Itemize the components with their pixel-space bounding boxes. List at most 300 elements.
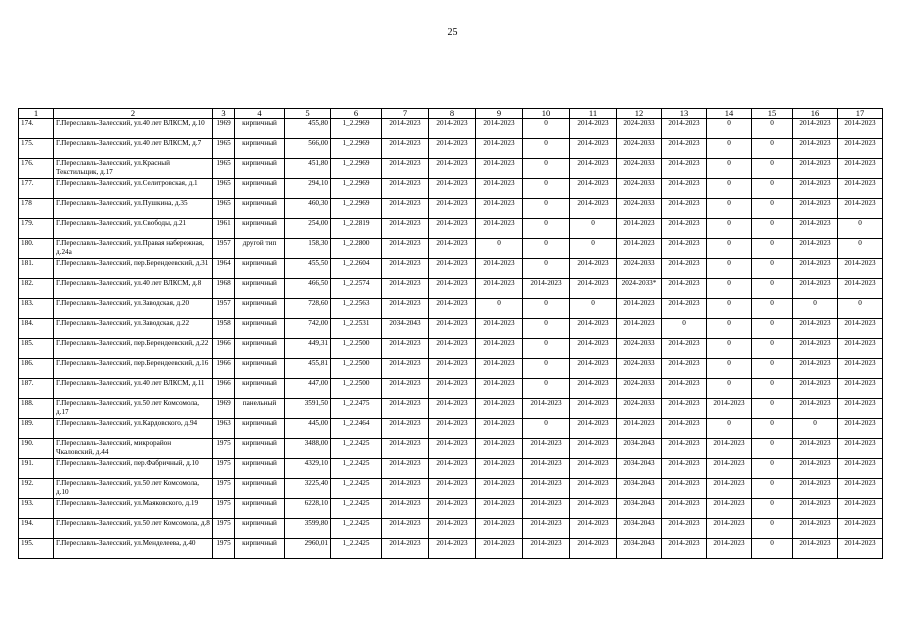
table-row xyxy=(19,339,883,359)
table-cell: 1965 xyxy=(213,179,235,199)
table-cell: 2014-2023 xyxy=(570,459,617,479)
table-cell: 1_2.2969 xyxy=(331,139,382,159)
table-cell: 2014-2023 xyxy=(662,119,707,139)
row-number-cell: 194. xyxy=(19,519,54,539)
housing-table xyxy=(18,108,883,559)
table-cell: 2014-2023 xyxy=(570,499,617,519)
table-cell: 445,00 xyxy=(285,419,331,439)
table-cell: 2014-2023 xyxy=(570,319,617,339)
address-cell: Г.Переславль-Залесский, пер.Берендеевский, д.22 xyxy=(54,339,213,359)
table-cell: 2014-2023 xyxy=(793,239,838,259)
table-cell: кирпичный xyxy=(235,339,285,359)
column-header: 15 xyxy=(752,109,793,119)
table-cell: 3225,40 xyxy=(285,479,331,499)
table-cell: 1_2.2425 xyxy=(331,479,382,499)
table-cell: 1969 xyxy=(213,119,235,139)
table-cell: 1_2.2819 xyxy=(331,219,382,239)
table-cell: 2014-2023 xyxy=(476,179,523,199)
table-cell: 2014-2023 xyxy=(476,399,523,419)
table-cell: 2014-2023 xyxy=(662,259,707,279)
table-cell: 2034-2043 xyxy=(382,319,429,339)
table-cell: 1_2.2425 xyxy=(331,539,382,559)
table-cell: 2014-2023 xyxy=(570,479,617,499)
table-cell: 3591,50 xyxy=(285,399,331,419)
table-cell: 2014-2023 xyxy=(838,419,883,439)
table-cell: 2014-2023 xyxy=(476,379,523,399)
table-cell: 2014-2023 xyxy=(429,139,476,159)
table-cell: 2014-2023 xyxy=(793,479,838,499)
address-cell: Г.Переславль-Залесский, ул.Менделеева, д.40 xyxy=(54,539,213,559)
table-cell: кирпичный xyxy=(235,139,285,159)
table-cell: 2014-2023 xyxy=(793,439,838,459)
table-cell: 2014-2023 xyxy=(793,139,838,159)
table-cell: 2024-2033 xyxy=(617,119,662,139)
table-cell: 0 xyxy=(752,379,793,399)
table-cell: 0 xyxy=(707,259,752,279)
table-cell: 0 xyxy=(752,179,793,199)
table-cell: 449,31 xyxy=(285,339,331,359)
table-cell: 2014-2023 xyxy=(838,379,883,399)
table-cell: 2014-2023 xyxy=(382,359,429,379)
table-cell: 2034-2043 xyxy=(617,459,662,479)
table-cell: 1975 xyxy=(213,479,235,499)
table-cell: 0 xyxy=(838,219,883,239)
table-cell: 1966 xyxy=(213,339,235,359)
table-cell: 2014-2023 xyxy=(793,539,838,559)
table-cell: 2014-2023 xyxy=(662,139,707,159)
table-cell: 2014-2023 xyxy=(793,179,838,199)
table-cell: 1975 xyxy=(213,539,235,559)
row-number-cell: 180. xyxy=(19,239,54,259)
table-row xyxy=(19,459,883,479)
table-cell: 2014-2023 xyxy=(570,539,617,559)
table-cell: 0 xyxy=(523,219,570,239)
table-cell: 2014-2023 xyxy=(382,179,429,199)
table-cell: кирпичный xyxy=(235,279,285,299)
table-cell: 0 xyxy=(707,379,752,399)
table-cell: 2014-2023 xyxy=(793,319,838,339)
table-cell: 2014-2023 xyxy=(707,479,752,499)
table-cell: 1957 xyxy=(213,239,235,259)
table-cell: 2014-2023 xyxy=(523,459,570,479)
row-number-cell: 178 xyxy=(19,199,54,219)
address-cell: Г.Переславль-Залесский, ул.Кардовского, д.94 xyxy=(54,419,213,439)
table-cell: 3599,80 xyxy=(285,519,331,539)
table-cell: 6228,10 xyxy=(285,499,331,519)
table-cell: 0 xyxy=(523,299,570,319)
table-cell: 2014-2023 xyxy=(429,339,476,359)
address-cell: Г.Переславль-Залесский, пер.Берендеевский, д.31 xyxy=(54,259,213,279)
table-cell: 1975 xyxy=(213,439,235,459)
table-cell: 2014-2023 xyxy=(429,259,476,279)
table-cell: 460,30 xyxy=(285,199,331,219)
column-header: 2 xyxy=(54,109,213,119)
table-cell: 2014-2023 xyxy=(476,139,523,159)
table-cell: 1963 xyxy=(213,419,235,439)
table-row xyxy=(19,199,883,219)
address-cell: Г.Переславль-Залесский, ул.40 лет ВЛКСМ, д.8 xyxy=(54,279,213,299)
table-cell: 2014-2023 xyxy=(838,159,883,179)
address-cell: Г.Переславль-Залесский, ул.40 лет ВЛКСМ, д.11 xyxy=(54,379,213,399)
table-cell: 2014-2023 xyxy=(476,359,523,379)
table-cell: 4329,10 xyxy=(285,459,331,479)
table-cell: 2024-2033 xyxy=(617,179,662,199)
table-cell: 1975 xyxy=(213,459,235,479)
table-cell: 455,50 xyxy=(285,259,331,279)
column-header: 7 xyxy=(382,109,429,119)
table-cell: 455,81 xyxy=(285,359,331,379)
table-cell: 2014-2023 xyxy=(793,379,838,399)
table-cell: 2014-2023 xyxy=(662,539,707,559)
column-header: 13 xyxy=(662,109,707,119)
table-cell: 0 xyxy=(752,279,793,299)
table-cell: 2014-2023 xyxy=(570,339,617,359)
column-header: 16 xyxy=(793,109,838,119)
row-number-cell: 191. xyxy=(19,459,54,479)
table-cell: 1966 xyxy=(213,359,235,379)
table-row xyxy=(19,379,883,399)
table-cell: 1_2.2969 xyxy=(331,159,382,179)
table-cell: 0 xyxy=(707,359,752,379)
table-cell: 2014-2023 xyxy=(793,359,838,379)
table-cell: 0 xyxy=(523,159,570,179)
table-cell: 2960,01 xyxy=(285,539,331,559)
row-number-cell: 182. xyxy=(19,279,54,299)
table-cell: 2014-2023 xyxy=(793,279,838,299)
table-cell: кирпичный xyxy=(235,219,285,239)
table-cell: 2014-2023 xyxy=(523,499,570,519)
table-cell: 1_2.2500 xyxy=(331,339,382,359)
table-cell: 1975 xyxy=(213,499,235,519)
table-cell: 0 xyxy=(523,179,570,199)
table-row xyxy=(19,399,883,419)
table-cell: 1_2.2604 xyxy=(331,259,382,279)
column-header: 6 xyxy=(331,109,382,119)
table-cell: 0 xyxy=(838,299,883,319)
address-cell: Г.Переславль-Залесский, ул.Селитровская, д.1 xyxy=(54,179,213,199)
row-number-cell: 195. xyxy=(19,539,54,559)
table-cell: 0 xyxy=(838,239,883,259)
table-cell: 2014-2023 xyxy=(570,119,617,139)
table-cell: 2014-2023 xyxy=(662,339,707,359)
table-row xyxy=(19,159,883,179)
table-cell: 0 xyxy=(752,519,793,539)
table-row xyxy=(19,139,883,159)
table-cell: 2014-2023 xyxy=(429,479,476,499)
table-cell: 2014-2023 xyxy=(662,499,707,519)
table-cell: 1965 xyxy=(213,139,235,159)
table-cell: 0 xyxy=(752,319,793,339)
table-cell: 1_2.2464 xyxy=(331,419,382,439)
table-cell: 2014-2023 xyxy=(838,279,883,299)
table-cell: 1_2.2969 xyxy=(331,119,382,139)
table-cell: 0 xyxy=(752,499,793,519)
table-cell: кирпичный xyxy=(235,519,285,539)
table-cell: 2014-2023 xyxy=(570,179,617,199)
table-row xyxy=(19,259,883,279)
table-cell: 0 xyxy=(707,339,752,359)
address-cell: Г.Переславль-Залесский, пер.Берендеевский, д.16 xyxy=(54,359,213,379)
table-row xyxy=(19,359,883,379)
table-cell: кирпичный xyxy=(235,419,285,439)
table-cell: 2014-2023 xyxy=(570,379,617,399)
table-cell: 2014-2023 xyxy=(429,399,476,419)
table-cell: 2014-2023 xyxy=(662,159,707,179)
address-cell: Г.Переславль-Залесский, ул.Маяковского, д.19 xyxy=(54,499,213,519)
row-number-cell: 187. xyxy=(19,379,54,399)
table-cell: 1957 xyxy=(213,299,235,319)
table-cell: 2014-2023 xyxy=(429,359,476,379)
table-cell: 2014-2023 xyxy=(793,399,838,419)
table-cell: 0 xyxy=(523,419,570,439)
row-number-cell: 179. xyxy=(19,219,54,239)
table-cell: 0 xyxy=(752,119,793,139)
table-cell: 2014-2023 xyxy=(662,479,707,499)
table-cell: 0 xyxy=(707,219,752,239)
table-cell: 0 xyxy=(707,139,752,159)
table-cell: кирпичный xyxy=(235,479,285,499)
address-cell: Г.Переславль-Залесский, микрорайон Чкаловский, д.44 xyxy=(54,439,213,459)
table-cell: 0 xyxy=(523,359,570,379)
column-header: 17 xyxy=(838,109,883,119)
table-row xyxy=(19,299,883,319)
table-cell: 2014-2023 xyxy=(382,419,429,439)
table-cell: 2014-2023 xyxy=(662,279,707,299)
table-cell: 2014-2023 xyxy=(429,459,476,479)
row-number-cell: 181. xyxy=(19,259,54,279)
table-row xyxy=(19,319,883,339)
table-cell: 1968 xyxy=(213,279,235,299)
table-cell: 2014-2023 xyxy=(793,199,838,219)
column-header: 3 xyxy=(213,109,235,119)
table-row xyxy=(19,419,883,439)
table-cell: 0 xyxy=(707,239,752,259)
table-cell: 2024-2033 xyxy=(617,259,662,279)
table-cell: 0 xyxy=(752,339,793,359)
table-cell: 2014-2023 xyxy=(662,379,707,399)
table-cell: 2014-2023 xyxy=(793,119,838,139)
table-cell: 2024-2033 xyxy=(617,199,662,219)
table-cell: 2014-2023 xyxy=(570,359,617,379)
table-cell: 2014-2023 xyxy=(476,119,523,139)
table-cell: 2014-2023 xyxy=(617,299,662,319)
table-cell: 1_2.2425 xyxy=(331,439,382,459)
table-cell: 2014-2023 xyxy=(382,259,429,279)
table-cell: 2014-2023 xyxy=(382,199,429,219)
table-cell: 2014-2023 xyxy=(570,399,617,419)
table-cell: 2014-2023 xyxy=(382,299,429,319)
table-row xyxy=(19,439,883,459)
row-number-cell: 174. xyxy=(19,119,54,139)
column-header: 10 xyxy=(523,109,570,119)
page-number: 25 xyxy=(447,27,458,38)
table-cell: 2014-2023 xyxy=(662,439,707,459)
table-cell: 2014-2023 xyxy=(707,459,752,479)
table-cell: 2014-2023 xyxy=(476,259,523,279)
table-cell: 2034-2043 xyxy=(617,519,662,539)
table-cell: 0 xyxy=(707,159,752,179)
table-cell: 2014-2023 xyxy=(707,499,752,519)
header-row xyxy=(19,109,883,119)
table-cell: 1_2.2969 xyxy=(331,179,382,199)
table-cell: 2014-2023 xyxy=(382,159,429,179)
table-cell: 2014-2023 xyxy=(662,179,707,199)
table-cell: 0 xyxy=(570,219,617,239)
table-cell: 3488,00 xyxy=(285,439,331,459)
table-cell: 2034-2043 xyxy=(617,499,662,519)
table-cell: 2014-2023 xyxy=(838,359,883,379)
table-cell: 2014-2023 xyxy=(382,339,429,359)
table-cell: 2014-2023 xyxy=(523,539,570,559)
table-cell: 2014-2023 xyxy=(429,319,476,339)
table-cell: 2014-2023 xyxy=(476,539,523,559)
address-cell: Г.Переславль-Залесский, ул.Заводская, д.20 xyxy=(54,299,213,319)
table-row xyxy=(19,179,883,199)
column-header: 11 xyxy=(570,109,617,119)
table-cell: 2024-2033 xyxy=(617,359,662,379)
table-cell: 2014-2023 xyxy=(662,399,707,419)
table-cell: 2014-2023 xyxy=(429,279,476,299)
table-cell: 2014-2023 xyxy=(793,159,838,179)
table-cell: 2014-2023 xyxy=(838,499,883,519)
table-cell: 2014-2023 xyxy=(838,459,883,479)
table-cell: 2014-2023 xyxy=(476,319,523,339)
table-cell: 2014-2023 xyxy=(570,259,617,279)
table-cell: 0 xyxy=(570,239,617,259)
table-cell: 1975 xyxy=(213,519,235,539)
row-number-cell: 177. xyxy=(19,179,54,199)
table-cell: 447,00 xyxy=(285,379,331,399)
table-cell: 2024-2033 xyxy=(617,339,662,359)
table-cell: 2014-2023 xyxy=(476,419,523,439)
table-cell: 2014-2023 xyxy=(429,199,476,219)
table-cell: 2014-2023 xyxy=(662,299,707,319)
table-cell: 0 xyxy=(523,119,570,139)
table-cell: 2014-2023 xyxy=(382,539,429,559)
table-cell: 2014-2023 xyxy=(382,399,429,419)
address-cell: Г.Переславль-Залесский, ул.40 лет ВЛКСМ, д.7 xyxy=(54,139,213,159)
table-cell: 742,00 xyxy=(285,319,331,339)
table-cell: кирпичный xyxy=(235,459,285,479)
table-cell: 1969 xyxy=(213,399,235,419)
table-cell: 2014-2023 xyxy=(707,439,752,459)
table-cell: 0 xyxy=(707,119,752,139)
address-cell: Г.Переславль-Залесский, ул.40 лет ВЛКСМ, д.10 xyxy=(54,119,213,139)
table-cell: 2014-2023 xyxy=(662,199,707,219)
address-cell: Г.Переславль-Залесский, ул.50 лет Комсомола, д.10 xyxy=(54,479,213,499)
table-cell: кирпичный xyxy=(235,379,285,399)
table-cell: 2014-2023 xyxy=(570,279,617,299)
table-cell: 2014-2023 xyxy=(382,279,429,299)
table-cell: 2014-2023 xyxy=(476,459,523,479)
row-number-cell: 186. xyxy=(19,359,54,379)
table-cell: 728,60 xyxy=(285,299,331,319)
table-cell: 1965 xyxy=(213,159,235,179)
table-row xyxy=(19,519,883,539)
table-cell: 2014-2023 xyxy=(838,139,883,159)
table-cell: 2014-2023 xyxy=(838,399,883,419)
table-cell: 294,10 xyxy=(285,179,331,199)
table-cell: 158,30 xyxy=(285,239,331,259)
table-cell: 0 xyxy=(793,419,838,439)
table-cell: 2014-2023 xyxy=(617,319,662,339)
table-cell: 1_2.2563 xyxy=(331,299,382,319)
table-cell: 0 xyxy=(752,299,793,319)
table-cell: 2014-2023 xyxy=(476,339,523,359)
table-cell: 1_2.2500 xyxy=(331,379,382,399)
table-cell: 2024-2033 xyxy=(617,379,662,399)
table-row xyxy=(19,479,883,499)
table-cell: панельный xyxy=(235,399,285,419)
table-cell: 2014-2023 xyxy=(838,199,883,219)
table-cell: 2014-2023 xyxy=(838,319,883,339)
address-cell: Г.Переславль-Залесский, ул.Правая набережная, д.24а xyxy=(54,239,213,259)
table-cell: 2014-2023 xyxy=(838,119,883,139)
table-cell: 2014-2023 xyxy=(838,259,883,279)
table-cell: 2014-2023 xyxy=(382,479,429,499)
column-header: 4 xyxy=(235,109,285,119)
row-number-cell: 184. xyxy=(19,319,54,339)
table-cell: 2014-2023 xyxy=(429,299,476,319)
table-cell: 0 xyxy=(752,419,793,439)
table-cell: 1964 xyxy=(213,259,235,279)
table-cell: 1_2.2500 xyxy=(331,359,382,379)
table-cell: 2014-2023 xyxy=(429,179,476,199)
table-cell: кирпичный xyxy=(235,359,285,379)
table-cell: 1966 xyxy=(213,379,235,399)
table-cell: 0 xyxy=(752,539,793,559)
table-cell: 2024-2033* xyxy=(617,279,662,299)
table-cell: 2014-2023 xyxy=(382,219,429,239)
table-cell: 2014-2023 xyxy=(617,419,662,439)
table-cell: 2014-2023 xyxy=(662,239,707,259)
row-number-cell: 192. xyxy=(19,479,54,499)
table-row xyxy=(19,239,883,259)
table-cell: 0 xyxy=(523,139,570,159)
table-cell: 0 xyxy=(752,239,793,259)
table-cell: 1961 xyxy=(213,219,235,239)
column-header: 14 xyxy=(707,109,752,119)
address-cell: Г.Переславль-Залесский, ул.Свободы, д.21 xyxy=(54,219,213,239)
table-cell: кирпичный xyxy=(235,159,285,179)
table-cell: 2014-2023 xyxy=(793,259,838,279)
table-cell: 451,80 xyxy=(285,159,331,179)
table-cell: 2024-2033 xyxy=(617,139,662,159)
table-cell: 2014-2023 xyxy=(476,439,523,459)
table-cell: 2014-2023 xyxy=(429,159,476,179)
table-cell: 2014-2023 xyxy=(570,419,617,439)
table-row xyxy=(19,279,883,299)
table-row xyxy=(19,119,883,139)
table-cell: 2014-2023 xyxy=(429,119,476,139)
table-cell: 2014-2023 xyxy=(793,339,838,359)
table-cell: 455,80 xyxy=(285,119,331,139)
table-cell: 0 xyxy=(523,239,570,259)
table-cell: другой тип xyxy=(235,239,285,259)
table-cell: кирпичный xyxy=(235,299,285,319)
table-cell: 0 xyxy=(523,339,570,359)
address-cell: Г.Переславль-Залесский, ул.Пушкина, д.35 xyxy=(54,199,213,219)
table-cell: 2014-2023 xyxy=(476,199,523,219)
column-header: 12 xyxy=(617,109,662,119)
table-cell: 2014-2023 xyxy=(570,159,617,179)
column-header: 8 xyxy=(429,109,476,119)
table-cell: 2034-2043 xyxy=(617,539,662,559)
table-cell: 466,50 xyxy=(285,279,331,299)
table-cell: 2014-2023 xyxy=(429,539,476,559)
table-cell: 1_2.2425 xyxy=(331,499,382,519)
table-cell: кирпичный xyxy=(235,179,285,199)
